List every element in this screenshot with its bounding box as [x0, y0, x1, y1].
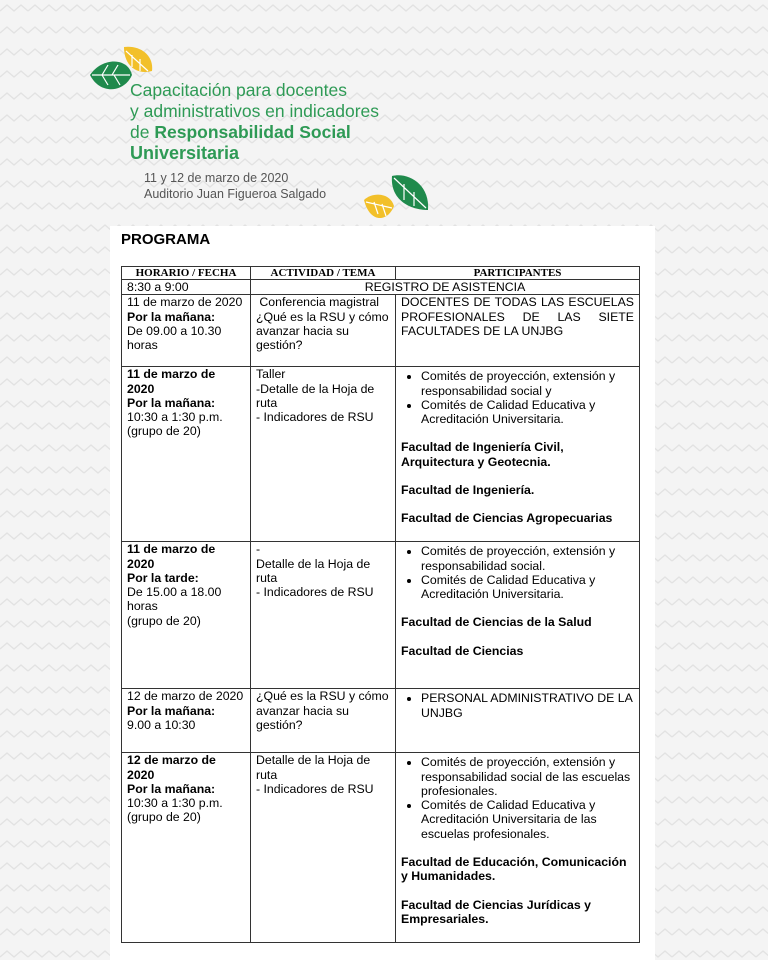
activity-cell [251, 542, 396, 689]
list-item: • Comités de proyección, extensión y responsabilidad social. [421, 544, 634, 573]
row-date: 11 de marzo de 2020 [127, 367, 216, 396]
title-bold-2: Universitaria [130, 143, 240, 163]
row-group: (grupo de 20) [127, 810, 201, 825]
activity-line: ¿Qué es la RSU y cómo avanzar hacia su gestión? [256, 309, 389, 353]
faculty-label: Facultad de Ingeniería Civil, Arquitectura y Geotecnia. [401, 440, 564, 469]
schedule-cell [122, 367, 251, 542]
table-header-row [122, 267, 640, 280]
schedule-cell [122, 753, 251, 943]
activity-line: Taller [256, 367, 286, 382]
list-item: • Comités de Calidad Educativa y Acreditación Universitaria. [421, 398, 634, 427]
registro-time: 8:30 a 9:00 [122, 280, 251, 295]
row-time: 10:30 a 1:30 p.m. [127, 796, 223, 811]
participants-cell [396, 753, 640, 943]
title-de: de [130, 122, 150, 142]
participants-cell [396, 367, 640, 542]
row-date: 11 de marzo de 2020 [127, 542, 216, 571]
title-line-2: y administrativos en indicadores [130, 101, 380, 121]
row-group: (grupo de 20) [127, 424, 201, 439]
activity-line: -Detalle de la Hoja de ruta [256, 381, 375, 410]
header-horario: HORARIO / FECHA [122, 267, 251, 280]
activity-line: - Indicadores de RSU [256, 781, 374, 796]
activity-line: Detalle de la Hoja de ruta [256, 753, 371, 782]
event-date: 11 y 12 de marzo de 2020 [144, 171, 289, 185]
schedule-cell [122, 542, 251, 689]
activity-cell [251, 689, 396, 753]
row-time: De 15.00 a 18.00 horas [127, 585, 222, 614]
activity-line: Detalle de la Hoja de ruta [256, 556, 371, 585]
faculty-label: Facultad de Educación, Comunicación y Humanidades. [401, 855, 627, 884]
participants-cell [396, 689, 640, 753]
row-time: 10:30 a 1:30 p.m. [127, 410, 223, 425]
participants-list [401, 369, 634, 426]
activity-line: - Indicadores de RSU [256, 410, 374, 425]
row-group: (grupo de 20) [127, 613, 201, 628]
table-row [122, 753, 640, 943]
faculty-label: Facultad de Ciencias [401, 643, 524, 658]
table-row [122, 542, 640, 689]
list-item: • Comités de Calidad Educativa y Acreditación Universitaria. [421, 573, 634, 602]
activity-line: Conferencia magistral [256, 295, 380, 310]
header-actividad: ACTIVIDAD / TEMA [251, 267, 396, 280]
leaf-icon-small [362, 170, 434, 228]
row-date: 11 de marzo de 2020 [127, 295, 243, 310]
participants-list [401, 544, 634, 601]
row-period: Por la mañana: [127, 395, 216, 410]
activity-cell [251, 367, 396, 542]
table-row [122, 295, 640, 367]
faculty-label: Facultad de Ingeniería. [401, 483, 535, 498]
participants-list [401, 691, 634, 720]
list-item: • Comités de proyección, extensión y responsabilidad social y [421, 369, 634, 398]
list-item: • Comités de Calidad Educativa y Acreditación Universitaria de las escuelas profesionales. [421, 798, 634, 841]
activity-cell [251, 753, 396, 943]
row-period: Por la mañana: [127, 703, 216, 718]
row-period: Por la tarde: [127, 570, 199, 585]
event-venue: Auditorio Juan Figueroa Salgado [144, 187, 327, 201]
activity-line: - Indicadores de RSU [256, 585, 374, 600]
list-item: • PERSONAL ADMINISTRATIVO DE LA UNJBG [421, 691, 634, 720]
row-time: De 09.00 a 10.30 horas [127, 323, 222, 353]
title-line-1: Capacitación para docentes [130, 80, 347, 100]
row-date: 12 de marzo de 2020 [127, 689, 244, 704]
participants-cell [396, 542, 640, 689]
row-time: 9.00 a 10:30 [127, 717, 196, 732]
program-table [121, 266, 640, 943]
table-row [122, 367, 640, 542]
schedule-cell [122, 689, 251, 753]
faculty-label: Facultad de Ciencias de la Salud [401, 615, 592, 630]
schedule-cell [122, 295, 251, 367]
participants-cell: DOCENTES DE TODAS LAS ESCUELAS PROFESIONALES DE LAS SIETE FACULTADES DE LA UNJBG [396, 295, 640, 367]
row-date: 12 de marzo de 2020 [127, 753, 216, 782]
list-item: • Comités de proyección, extensión y responsabilidad social de las escuelas profesionales. [421, 755, 634, 798]
registro-label: REGISTRO DE ASISTENCIA [251, 280, 640, 295]
table-row [122, 689, 640, 753]
faculty-label: Facultad de Ciencias Agropecuarias [401, 511, 613, 526]
row-period: Por la mañana: [127, 781, 216, 796]
row-period: Por la mañana: [127, 309, 216, 324]
faculty-label: Facultad de Ciencias Jurídicas y Empresariales. [401, 897, 591, 926]
activity-line: - [256, 542, 261, 557]
participants-list [401, 755, 634, 841]
title-bold-1: Responsabilidad Social [154, 122, 351, 142]
table-row-registro [122, 280, 640, 295]
activity-line: ¿Qué es la RSU y cómo avanzar hacia su gestión? [256, 689, 389, 732]
section-title: PROGRAMA [121, 231, 211, 248]
activity-cell [251, 295, 396, 367]
header-participantes: PARTICIPANTES [396, 267, 640, 280]
